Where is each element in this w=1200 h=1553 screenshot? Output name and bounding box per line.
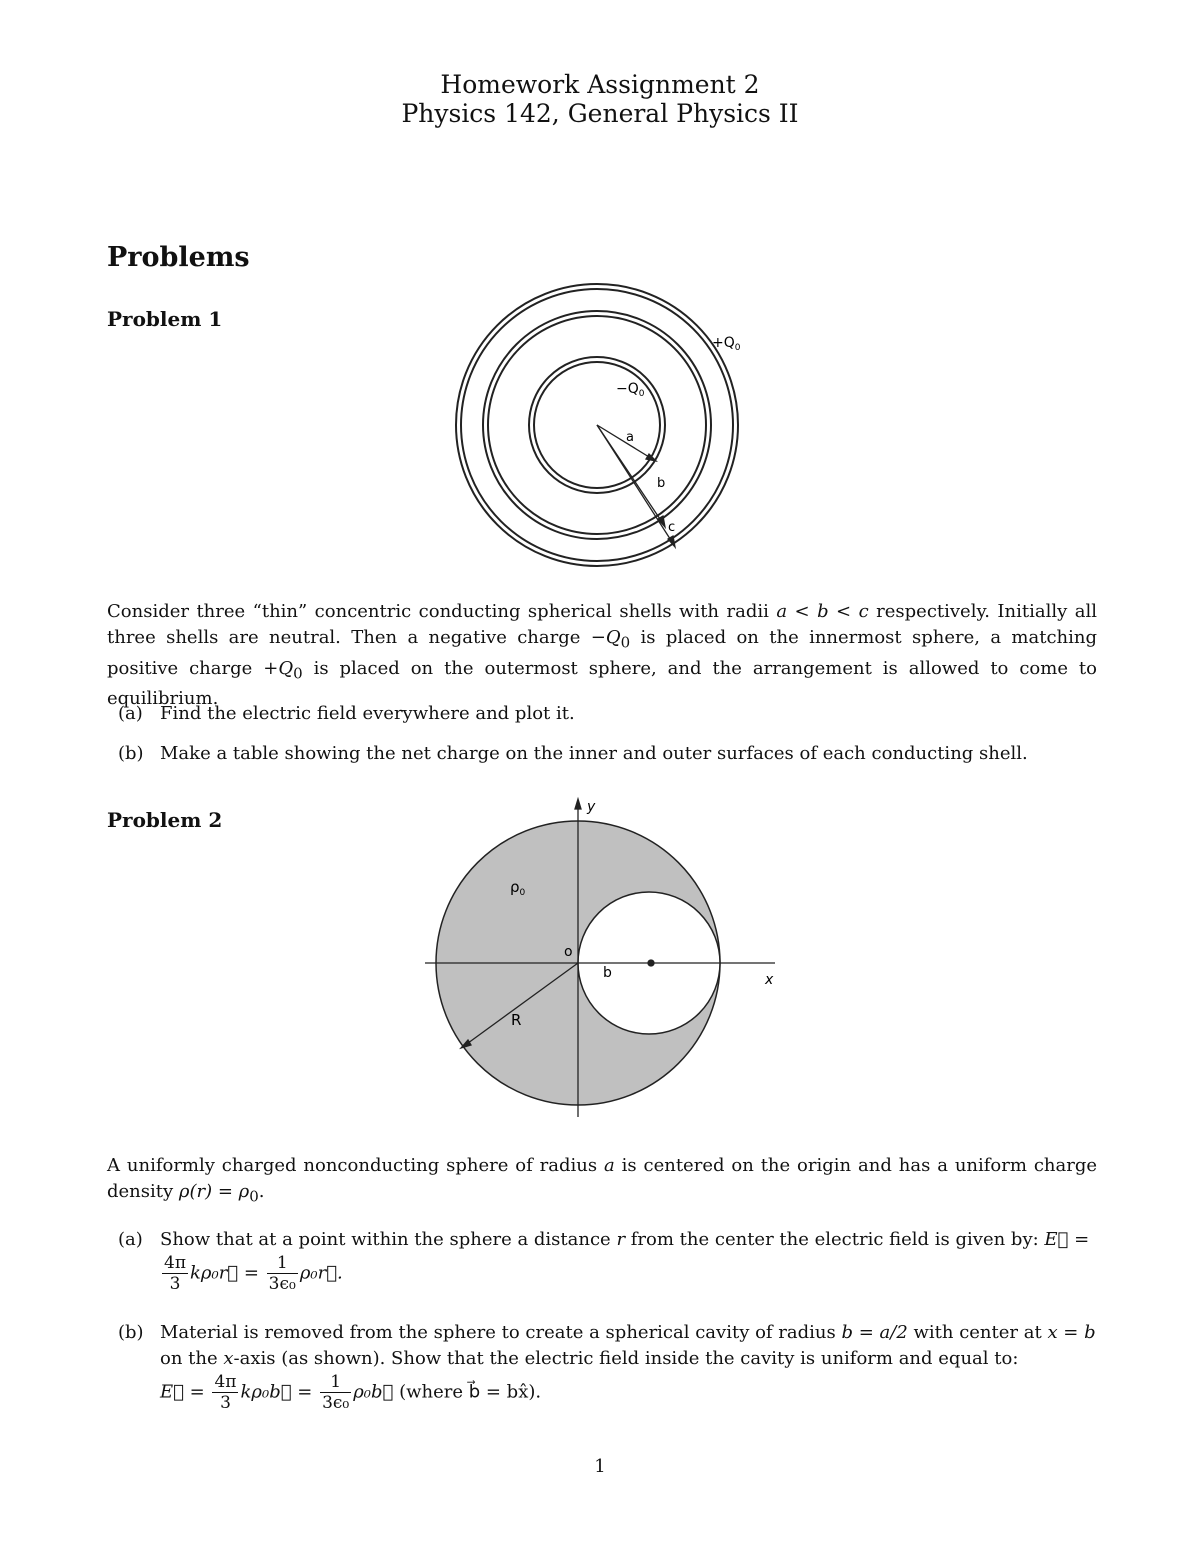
fraction: $\frac{1}{\text{3ϵ₀}}$ bbox=[268, 1253, 296, 1294]
part-text: Make a table showing the net charge on the inner and outer surfaces of each conducting shell. bbox=[160, 743, 1028, 764]
offset-b-label: b bbox=[603, 965, 612, 981]
part-text: Show that at a point within the sphere a distance r from the center the electric field is given by: E⃗ = $\frac{4\pi}{3}$ kρ₀r⃗ = $\frac{1}{\text{3ϵ₀}}$ ρ₀r⃗. bbox=[160, 1229, 1090, 1294]
document-title: Homework Assignment 2 bbox=[440, 70, 760, 99]
section-heading: Problems bbox=[107, 242, 250, 273]
problem-2-part-b bbox=[118, 1320, 1097, 1413]
part-label: (a) bbox=[118, 1229, 143, 1250]
problem-1-part-a bbox=[118, 701, 1097, 727]
part-text: Material is removed from the sphere to create a spherical cavity of radius b = a/2 with center at x = b on the x-axis (as shown). Show that the electric field inside the cavity is uniform and equal to: E⃗ = $\frac{4\pi}{3}$ kρ₀b⃗ = $\frac{1}{\text{3ϵ₀}}$ ρ₀b⃗ (where b⃗ = bx̂). bbox=[160, 1322, 1096, 1413]
radius-a-arrow bbox=[646, 454, 656, 461]
problem-2-heading: Problem 2 bbox=[107, 808, 223, 832]
radius-R-label: R bbox=[511, 1011, 522, 1029]
problem-1-figure bbox=[420, 275, 780, 585]
x-axis-label: x bbox=[765, 972, 774, 988]
outer-charge-label: $+Q_0$ bbox=[712, 335, 741, 353]
radius-a-label: a bbox=[626, 430, 634, 445]
part-label: (b) bbox=[118, 1322, 144, 1343]
cavity-center bbox=[648, 960, 654, 966]
origin-label: o bbox=[564, 944, 573, 960]
problem-2-figure bbox=[420, 795, 790, 1125]
part-label: (b) bbox=[118, 743, 144, 764]
problem-2-statement: A uniformly charged nonconducting sphere of radius a is centered on the origin and has a uniform charge density $\rho(r) = \rho_0$. bbox=[107, 1155, 1097, 1206]
problem-1-statement: Consider three “thin” concentric conducting spherical shells with radii a < b < c respectively. Initially all three shells are neutral. Then a negative charge $-Q_0$ is placed on the innermost sphere, a matching positive charge $+Q_0$ is placed on the outermost sphere, and the arrangement is allowed to come to equilibrium. bbox=[107, 601, 1098, 710]
fraction: $\frac{1}{\text{3ϵ₀}}$ bbox=[322, 1372, 350, 1413]
y-axis-label: y bbox=[587, 799, 596, 815]
document-subtitle: Physics 142, General Physics II bbox=[401, 99, 799, 128]
y-axis-arrow bbox=[575, 799, 581, 809]
page-number: 1 bbox=[594, 1456, 606, 1477]
fraction: $\frac{4\pi}{3}$ bbox=[164, 1253, 186, 1294]
part-text: Find the electric field everywhere and plot it. bbox=[160, 703, 575, 724]
problem-2-part-a bbox=[118, 1227, 1097, 1294]
problem-1-part-b bbox=[118, 741, 1097, 767]
density-label: $\rho_0$ bbox=[510, 878, 526, 898]
part-label: (a) bbox=[118, 703, 143, 724]
radius-c-label: c bbox=[668, 520, 676, 535]
problem-1-heading: Problem 1 bbox=[107, 307, 223, 331]
fraction: $\frac{4\pi}{3}$ bbox=[214, 1372, 237, 1413]
inner-charge-label: $-Q_0$ bbox=[616, 381, 645, 399]
radius-b-label: b bbox=[657, 476, 666, 491]
